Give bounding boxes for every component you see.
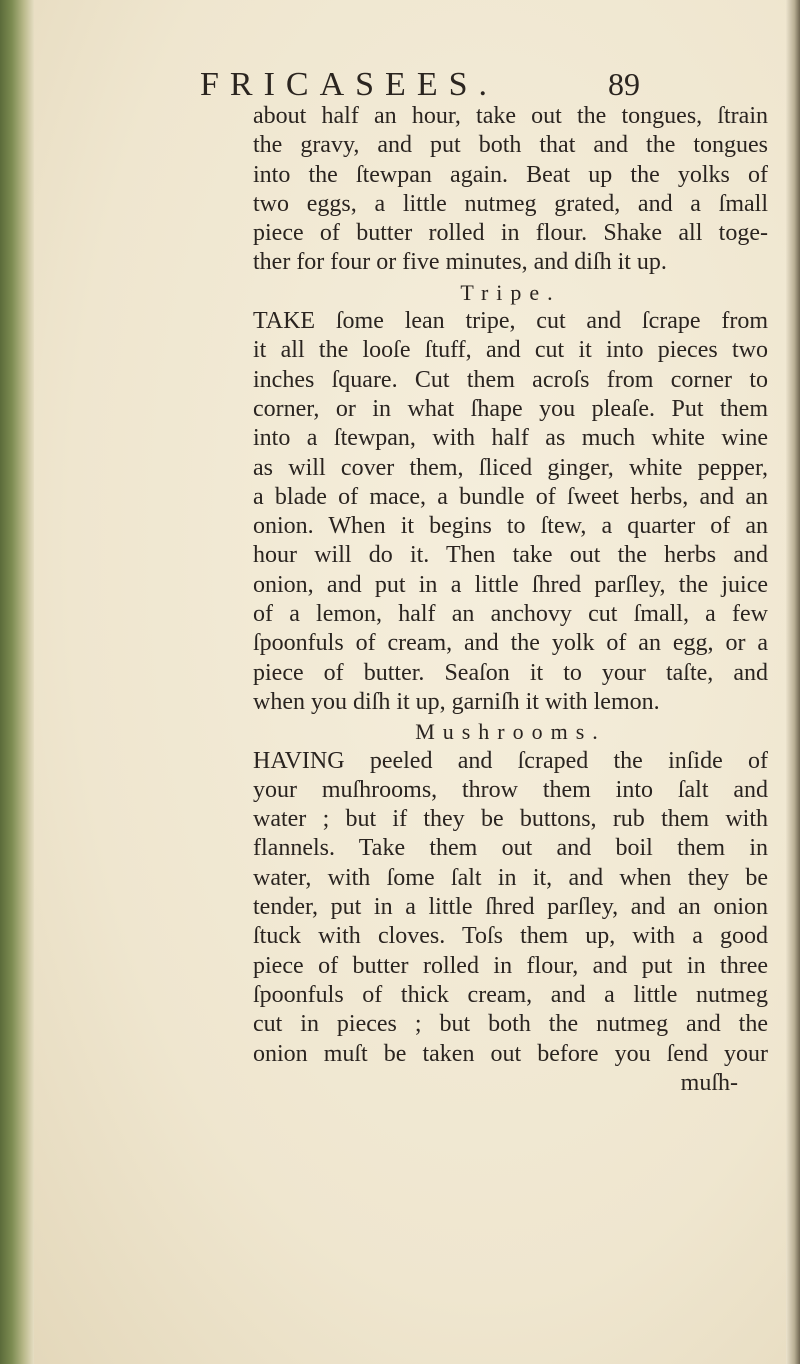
text-line: your muſhrooms, throw them into ſalt and	[253, 776, 768, 803]
text-line: corner, or in what ſhape you pleaſe. Put them	[253, 395, 768, 422]
intro-paragraph	[253, 102, 768, 278]
text-line: of a lemon, half an anchovy cut ſmall, a few	[253, 601, 768, 628]
page-number: 89	[608, 66, 640, 102]
text-line: HAVING peeled and ſcraped the inſide of	[253, 747, 768, 774]
page-right-edge	[786, 0, 800, 1364]
text-line: onion. When it begins to ſtew, a quarter of an	[253, 513, 768, 540]
text-line: a blade of mace, a bundle of ſweet herbs, and an	[253, 483, 768, 510]
book-spine-edge	[0, 0, 34, 1364]
catchword: muſh-	[680, 1069, 738, 1096]
text-line: hour will do it. Then take out the herbs and	[253, 542, 768, 569]
text-line: ther for four or five minutes, and diſh it up.	[253, 249, 667, 276]
text-line: onion, and put in a little ſhred parſley, the juice	[253, 571, 768, 598]
text-line: flannels. Take them out and boil them in	[253, 835, 768, 862]
text-line: piece of butter rolled in flour. Shake all toge-	[253, 220, 768, 247]
text-line: piece of butter rolled in flour, and put in three	[253, 952, 768, 979]
section-heading-tripe: Tripe.	[460, 279, 561, 305]
text-line: the gravy, and put both that and the tongues	[253, 132, 768, 159]
text-line: when you diſh it up, garniſh it with lemon.	[253, 688, 660, 715]
text-line: onion muſt be taken out before you ſend your	[253, 1040, 768, 1067]
text-line: into the ſtewpan again. Beat up the yolks of	[253, 161, 768, 188]
text-line: into a ſtewpan, with half as much white wine	[253, 425, 768, 452]
text-line: ſpoonfuls of thick cream, and a little nutmeg	[253, 981, 768, 1008]
text-line: two eggs, a little nutmeg grated, and a ſmall	[253, 190, 768, 217]
text-line: it all the looſe ſtuff, and cut it into pieces two	[253, 337, 768, 364]
section-heading-mushrooms: Mushrooms.	[415, 719, 606, 745]
running-head: FRICASEES.	[200, 66, 498, 103]
text-line: about half an hour, take out the tongues, ſtrain	[253, 103, 768, 129]
text-line: water, with ſome ſalt in it, and when they be	[253, 864, 768, 891]
text-line: piece of butter. Seaſon it to your taſte, and	[253, 659, 768, 686]
body-text	[253, 102, 768, 1098]
text-line: cut in pieces ; but both the nutmeg and the	[253, 1011, 768, 1038]
text-line: TAKE ſome lean tripe, cut and ſcrape from	[253, 308, 768, 335]
text-line: as will cover them, ſliced ginger, white pepper,	[253, 454, 768, 481]
mushrooms-paragraph	[253, 747, 768, 1069]
text-line: ſtuck with cloves. Toſs them up, with a good	[253, 923, 768, 950]
text-line: inches ſquare. Cut them acroſs from corner to	[253, 366, 768, 393]
tripe-paragraph	[253, 307, 768, 717]
text-line: water ; but if they be buttons, rub them with	[253, 806, 768, 833]
text-line: tender, put in a little ſhred parſley, and an onion	[253, 894, 768, 921]
text-line: ſpoonfuls of cream, and the yolk of an egg, or a	[253, 630, 768, 657]
